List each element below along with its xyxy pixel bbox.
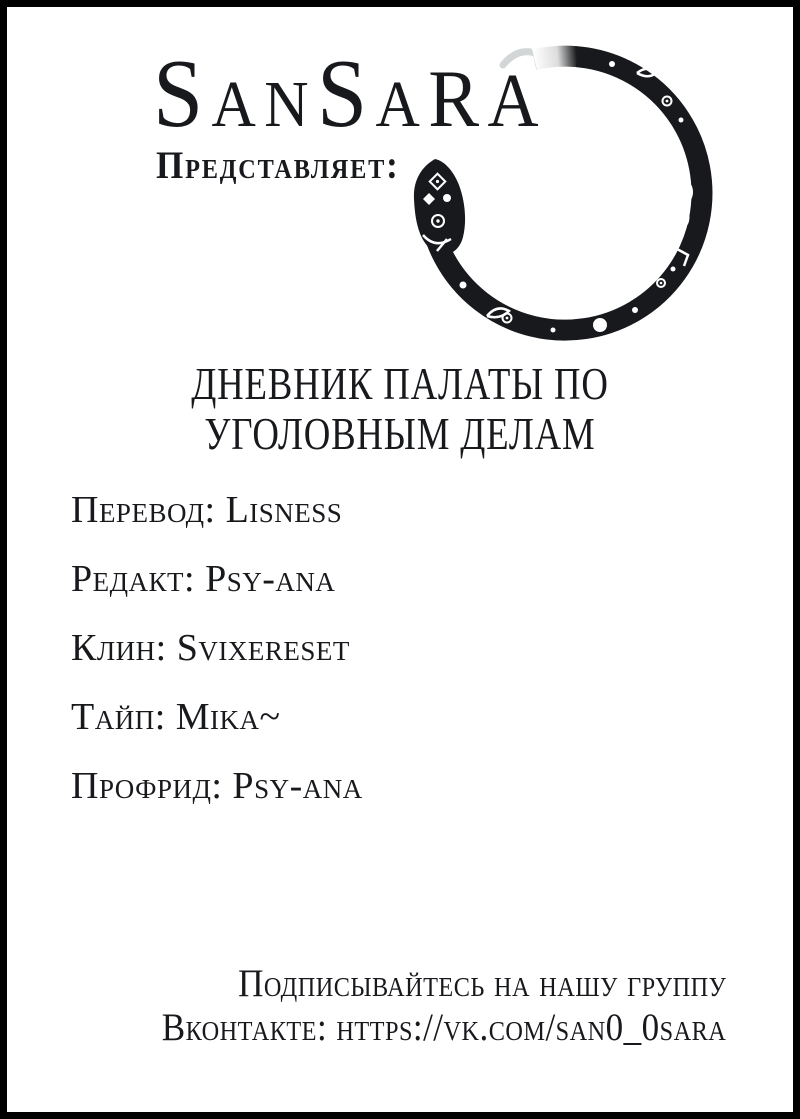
ouroboros-snake-icon: [407, 29, 715, 343]
brand-letter: A: [375, 68, 420, 141]
brand-letter: R: [428, 53, 480, 144]
brand-letter: S: [153, 40, 204, 147]
series-title: [86, 359, 715, 459]
credits-list: [71, 488, 363, 833]
credit-translator: Перевод: Lisness: [71, 489, 343, 531]
credit-editor: Редакт: Psy-ana: [71, 558, 336, 600]
credit-typesetter: Тайп: Mika~: [71, 696, 281, 738]
footer-vk-link-text: Вконтакте: https://vk.com/san0_0sara: [161, 1006, 726, 1049]
series-title-line2: УГОЛОВНЫМ ДЕЛАМ: [204, 408, 596, 459]
presents-label: Представляет:: [156, 144, 400, 187]
series-title-line1: ДНЕВНИК ПАЛАТЫ ПО: [191, 358, 609, 409]
brand-letter: S: [316, 40, 368, 147]
credit-cleaner: Клин: Svixereset: [71, 627, 350, 669]
credit-proofreader: Профрид: Psy-ana: [71, 765, 363, 807]
brand-letter: N: [264, 68, 309, 141]
footer-note: [161, 962, 726, 1050]
brand-letter: A: [211, 68, 256, 141]
footer-subscribe-text: Подписывайтесь на нашу группу: [237, 962, 726, 1005]
brand-letter: A: [487, 59, 539, 143]
